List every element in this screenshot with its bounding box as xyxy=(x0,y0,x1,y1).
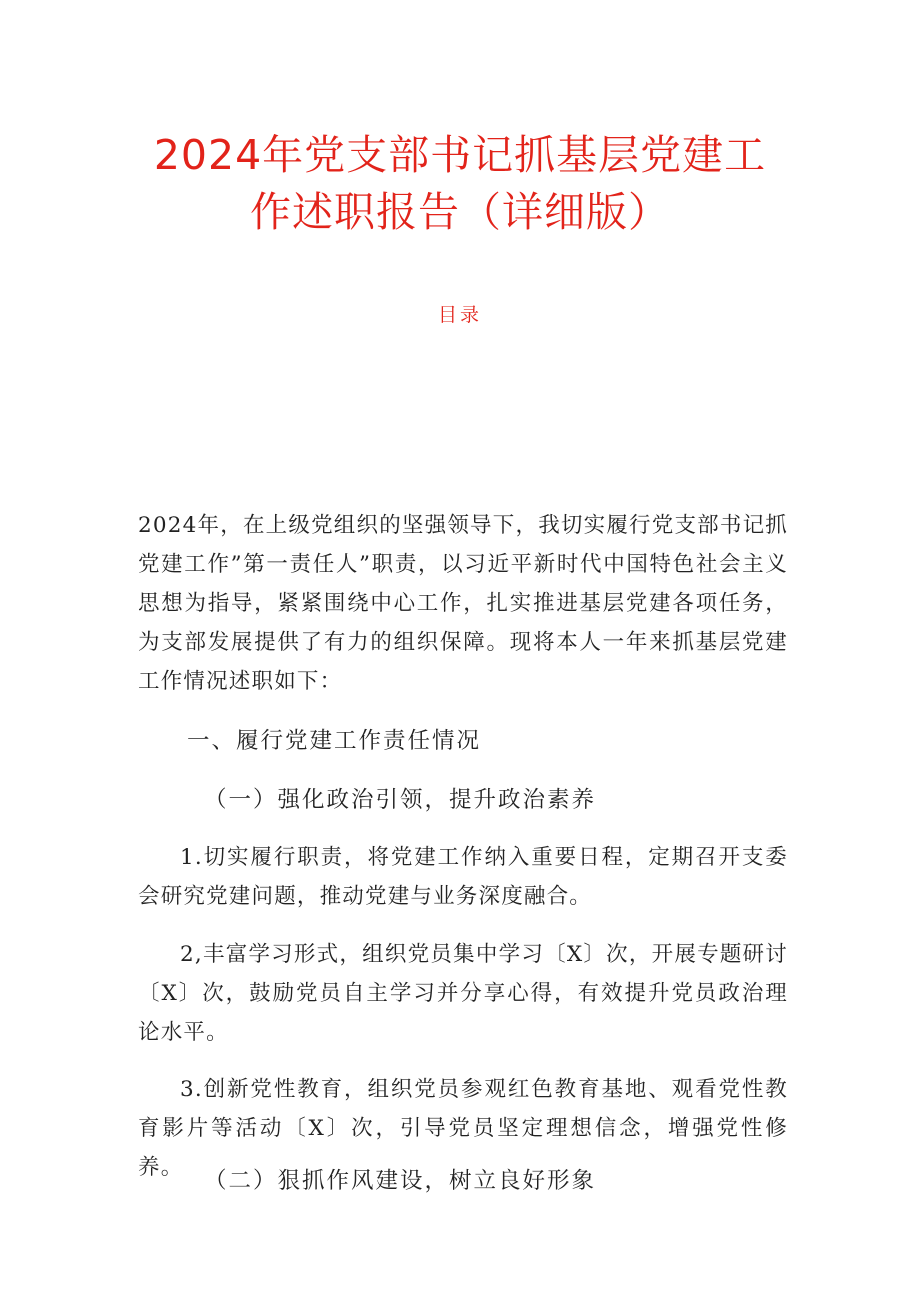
intro-paragraph: 2024年，在上级党组织的坚强领导下，我切实履行党支部书记抓党建工作”第一责任人”职责，以习近平新时代中国特色社会主义思想为指导，紧紧围绕中心工作，扎实推进基层党建各项任务，为支部发展提供了有力的组织保障。现将本人一年来抓基层党建工作情况述职如下： xyxy=(138,513,788,694)
section-heading-1: 一、履行党建工作责任情况 xyxy=(187,728,482,754)
list-item-3: 3.创新党性教育，组织党员参观红色教育基地、观看党性教育影片等活动〔X〕次，引导党员坚定理想信念，增强党性修养。 xyxy=(138,1077,788,1180)
document-title-line2: 作述职报告（详细版） xyxy=(250,188,670,236)
list-item-2: 2,丰富学习形式，组织党员集中学习〔X〕次，开展专题研讨〔X〕次，鼓励党员自主学习并分享心得，有效提升党员政治理论水平。 xyxy=(138,942,788,1045)
document-title-line1: 2024年党支部书记抓基层党建工 xyxy=(153,131,767,179)
subsection-heading-2: （二）狠抓作风建设，树立良好形象 xyxy=(204,1168,597,1194)
subsection-heading-1: （一）强化政治引领，提升政治素养 xyxy=(204,787,597,813)
list-item-1: 1.切实履行职责，将党建工作纳入重要日程，定期召开支委会研究党建问题，推动党建与业务深度融合。 xyxy=(138,845,788,909)
table-of-contents-label: 目录 xyxy=(437,304,482,326)
